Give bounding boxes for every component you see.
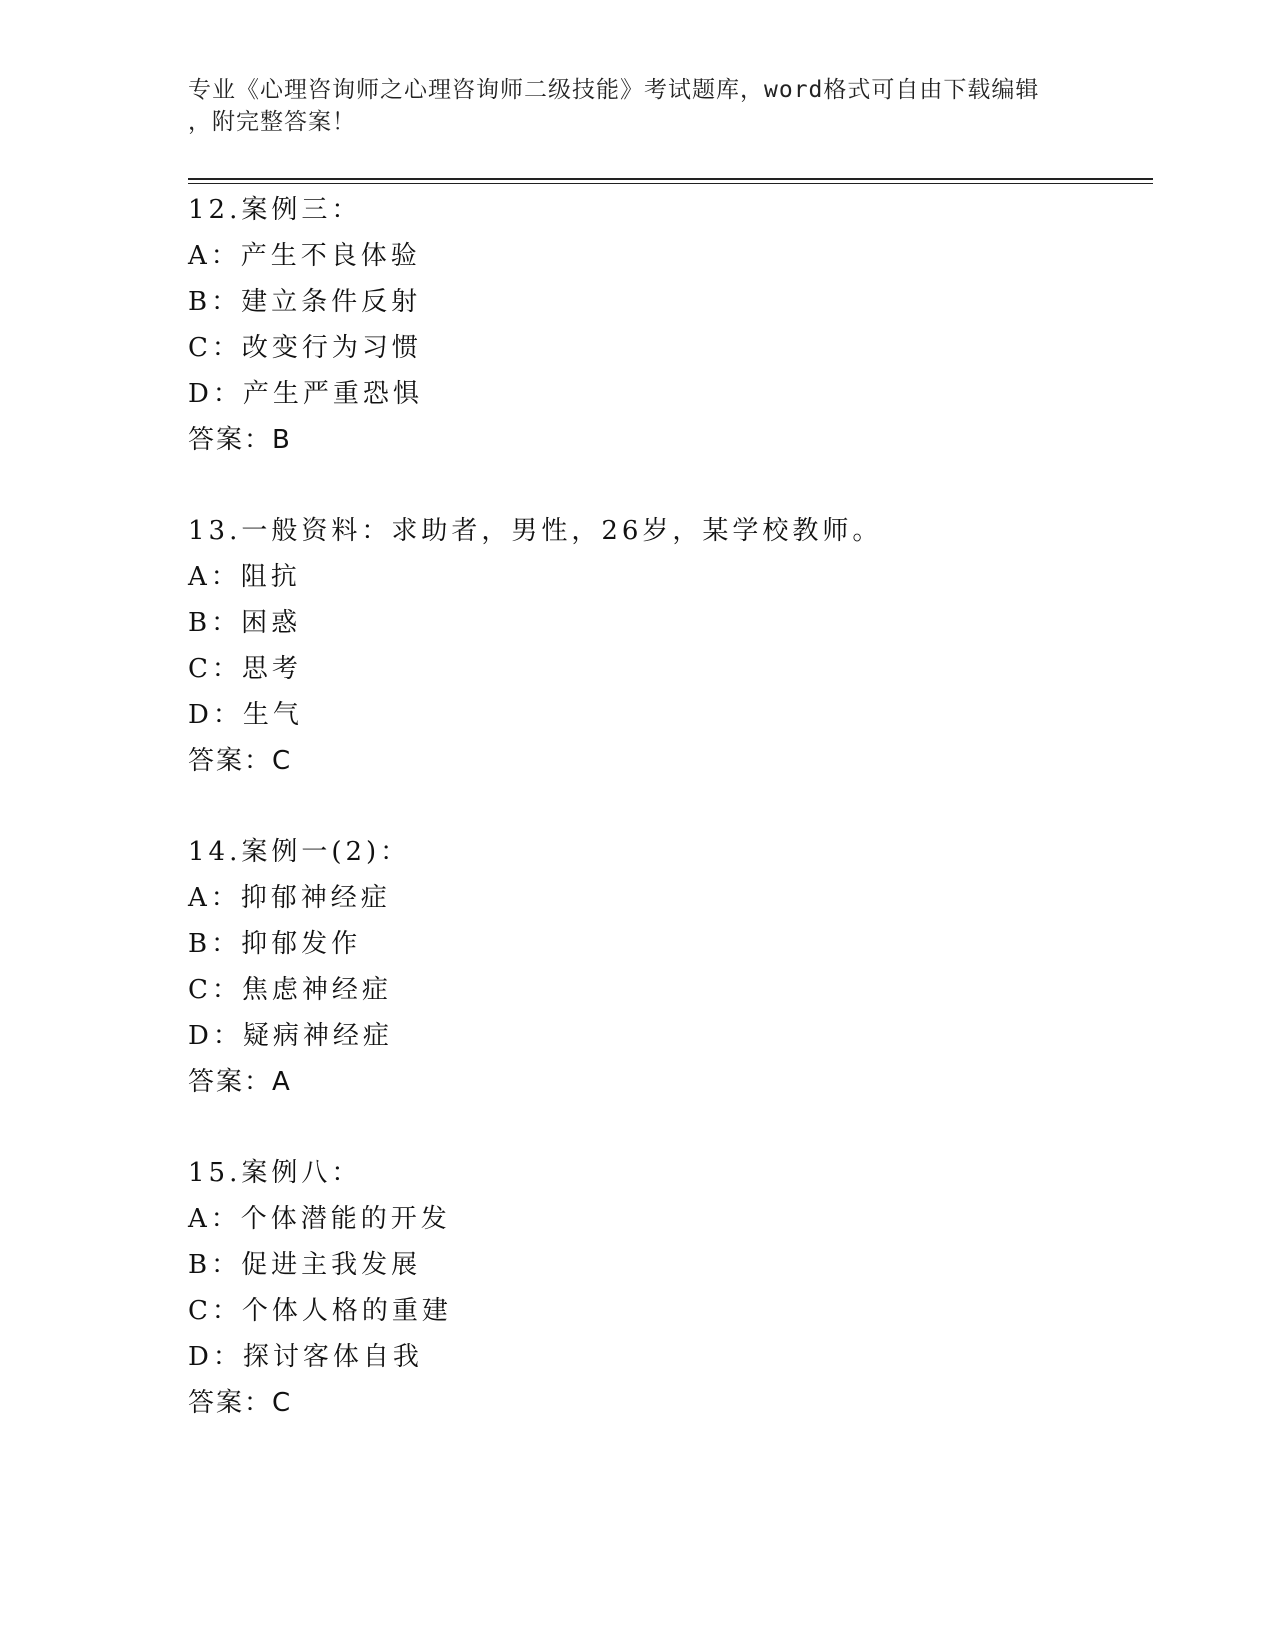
answer-line: 答案：C [188, 1388, 293, 1418]
option-d: D：产生严重恐惧 [188, 379, 423, 409]
question-stem: 13.一般资料：求助者，男性，26岁，某学校教师。 [188, 516, 883, 546]
question-list [188, 187, 1148, 1426]
question-stem: 14.案例一(2)： [188, 837, 411, 867]
question-13 [188, 508, 1148, 784]
question-14 [188, 829, 1148, 1105]
header-divider-thin [188, 183, 1153, 184]
header-divider-thick [188, 178, 1153, 180]
option-a: A：个体潜能的开发 [188, 1204, 451, 1234]
option-a: A：抑郁神经症 [188, 883, 391, 913]
question-15 [188, 1150, 1148, 1426]
option-a: A：阻抗 [188, 562, 301, 592]
option-c: C：焦虑神经症 [188, 975, 392, 1005]
option-c: C：个体人格的重建 [188, 1296, 452, 1326]
answer-line: 答案：B [188, 425, 292, 455]
option-d: D：生气 [188, 700, 303, 730]
question-spacer [188, 1105, 1148, 1150]
question-spacer [188, 463, 1148, 508]
option-a: A：产生不良体验 [188, 241, 421, 271]
header-line-1: 专业《心理咨询师之心理咨询师二级技能》考试题库，word格式可自由下载编辑 [188, 77, 1040, 103]
question-spacer [188, 784, 1148, 829]
option-d: D：疑病神经症 [188, 1021, 393, 1051]
question-stem: 12.案例三： [188, 195, 362, 225]
option-b: B：建立条件反射 [188, 287, 422, 317]
option-c: C：改变行为习惯 [188, 333, 422, 363]
answer-line: 答案：A [188, 1067, 292, 1097]
header-line-2: ，附完整答案！ [188, 109, 356, 135]
option-d: D：探讨客体自我 [188, 1342, 423, 1372]
answer-line: 答案：C [188, 746, 293, 776]
option-b: B：促进主我发展 [188, 1250, 422, 1280]
document-header [188, 74, 1088, 138]
option-b: B：抑郁发作 [188, 929, 362, 959]
question-12 [188, 187, 1148, 463]
question-stem: 15.案例八： [188, 1158, 362, 1188]
option-b: B：困惑 [188, 608, 302, 638]
option-c: C：思考 [188, 654, 302, 684]
